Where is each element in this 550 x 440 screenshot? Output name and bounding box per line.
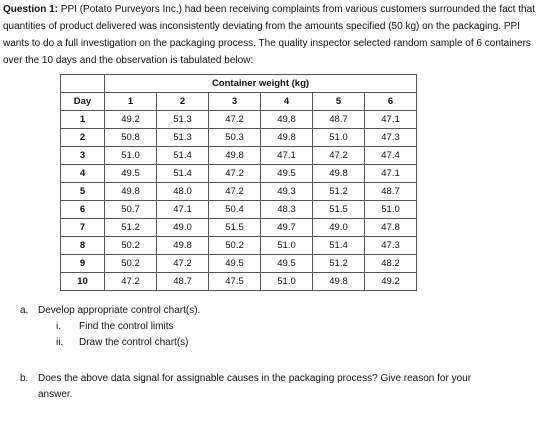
table-row: [61, 201, 417, 219]
question-parts: [20, 303, 545, 403]
weight-cell: 48.7: [157, 273, 209, 291]
table-row: [61, 111, 417, 129]
weight-cell: 51.0: [261, 273, 313, 291]
weight-cell: 48.3: [261, 201, 313, 219]
weight-cell: 48.2: [365, 255, 417, 273]
day-cell: 4: [61, 165, 105, 183]
weight-cell: 50.2: [105, 237, 157, 255]
part-a-text: Develop appropriate control chart(s).: [38, 305, 201, 316]
weight-cell: 49.5: [261, 255, 313, 273]
question-body: PPI (Potato Purveyors Inc.) had been receiving complaints from various customers surrounded the fact that quantities of product delivered was inconsistently deviating from the amounts specified (50 kg) on the packaging. PPI wants to do a full investigation on the packaging process. The quality inspector selected random sample of 6 containers over the 10 days and the observation is tabulated below:: [3, 4, 535, 66]
weight-cell: 50.3: [209, 129, 261, 147]
weight-cell: 48.7: [365, 183, 417, 201]
weight-cell: 50.4: [209, 201, 261, 219]
column-header: 4: [261, 93, 313, 111]
weight-cell: 47.1: [365, 111, 417, 129]
weight-cell: 47.5: [209, 273, 261, 291]
weight-cell: 47.1: [157, 201, 209, 219]
column-header: 3: [209, 93, 261, 111]
weight-cell: 49.0: [157, 219, 209, 237]
weight-cell: 50.8: [105, 129, 157, 147]
table-group-header-row: [61, 75, 417, 93]
column-header: 6: [365, 93, 417, 111]
column-header: 2: [157, 93, 209, 111]
part-b-text: Does the above data signal for assignable causes in the packaging process? Give reason for your: [38, 373, 472, 384]
weight-cell: 51.5: [313, 201, 365, 219]
weight-cell: 48.7: [313, 111, 365, 129]
day-cell: 8: [61, 237, 105, 255]
weight-cell: 49.8: [313, 165, 365, 183]
weight-cell: 47.2: [157, 255, 209, 273]
weight-cell: 47.2: [209, 111, 261, 129]
day-cell: 7: [61, 219, 105, 237]
weight-cell: 49.5: [105, 165, 157, 183]
weight-cell: 49.5: [209, 255, 261, 273]
part-a-sub-ii: [20, 335, 545, 351]
day-header: Day: [61, 93, 105, 111]
weight-cell: 47.2: [209, 165, 261, 183]
question-label: Question 1:: [3, 4, 59, 15]
weight-cell: 51.2: [105, 219, 157, 237]
table-row: [61, 219, 417, 237]
weight-cell: 49.3: [261, 183, 313, 201]
weight-cell: 48.0: [157, 183, 209, 201]
weight-cell: 51.0: [313, 129, 365, 147]
column-header: 1: [105, 93, 157, 111]
weight-cell: 51.0: [261, 237, 313, 255]
part-a-sub-ii-text: Draw the control chart(s): [79, 337, 189, 348]
weight-cell: 49.8: [157, 237, 209, 255]
table-body: [61, 111, 417, 291]
part-a-sub-i-marker: i.: [56, 321, 61, 332]
weight-cell: 47.3: [365, 129, 417, 147]
day-cell: 5: [61, 183, 105, 201]
container-weight-table: [60, 74, 417, 291]
weight-cell: 50.2: [105, 255, 157, 273]
weight-cell: 50.2: [209, 237, 261, 255]
part-b-text-continued: answer.: [38, 389, 73, 400]
day-cell: 3: [61, 147, 105, 165]
question-text: [3, 1, 547, 69]
weight-cell: 51.0: [365, 201, 417, 219]
weight-cell: 49.7: [261, 219, 313, 237]
weight-cell: 51.2: [313, 255, 365, 273]
weight-cell: 47.1: [261, 147, 313, 165]
table-row: [61, 147, 417, 165]
part-a-sub-i-text: Find the control limits: [79, 321, 174, 332]
table-row: [61, 129, 417, 147]
weight-cell: 47.2: [313, 147, 365, 165]
part-b-continued: [20, 387, 545, 403]
part-b-marker: b.: [20, 373, 29, 384]
day-cell: 6: [61, 201, 105, 219]
weight-cell: 47.4: [365, 147, 417, 165]
day-cell: 9: [61, 255, 105, 273]
weight-cell: 51.4: [157, 147, 209, 165]
weight-cell: 51.4: [157, 165, 209, 183]
weight-cell: 49.5: [261, 165, 313, 183]
weight-cell: 47.2: [105, 273, 157, 291]
weight-cell: 51.4: [313, 237, 365, 255]
weight-cell: 47.8: [365, 219, 417, 237]
table-row: [61, 255, 417, 273]
weight-cell: 47.2: [209, 183, 261, 201]
table-row: [61, 237, 417, 255]
weight-cell: 49.8: [261, 111, 313, 129]
day-cell: 10: [61, 273, 105, 291]
weight-cell: 49.8: [313, 273, 365, 291]
part-a-sub-ii-marker: ii.: [56, 337, 64, 348]
part-a-marker: a.: [20, 305, 29, 316]
table-row: [61, 165, 417, 183]
table-row: [61, 183, 417, 201]
weight-cell: 49.2: [365, 273, 417, 291]
group-header: Container weight (kg): [105, 75, 417, 93]
weight-cell: 47.3: [365, 237, 417, 255]
part-a: [20, 303, 545, 319]
day-cell: 1: [61, 111, 105, 129]
day-cell: 2: [61, 129, 105, 147]
part-a-sub-i: [20, 319, 545, 335]
weight-cell: 49.8: [209, 147, 261, 165]
table-corner-cell: [61, 75, 105, 93]
table-row: [61, 273, 417, 291]
weight-cell: 51.3: [157, 129, 209, 147]
weight-cell: 51.2: [313, 183, 365, 201]
weight-cell: 50.7: [105, 201, 157, 219]
part-b: [20, 371, 545, 387]
weight-cell: 51.0: [105, 147, 157, 165]
weight-cell: 51.3: [157, 111, 209, 129]
weight-cell: 47.1: [365, 165, 417, 183]
weight-cell: 49.8: [105, 183, 157, 201]
weight-cell: 49.2: [105, 111, 157, 129]
table-header-row: [61, 93, 417, 111]
column-header: 5: [313, 93, 365, 111]
weight-cell: 49.8: [261, 129, 313, 147]
weight-cell: 51.5: [209, 219, 261, 237]
weight-cell: 49.0: [313, 219, 365, 237]
